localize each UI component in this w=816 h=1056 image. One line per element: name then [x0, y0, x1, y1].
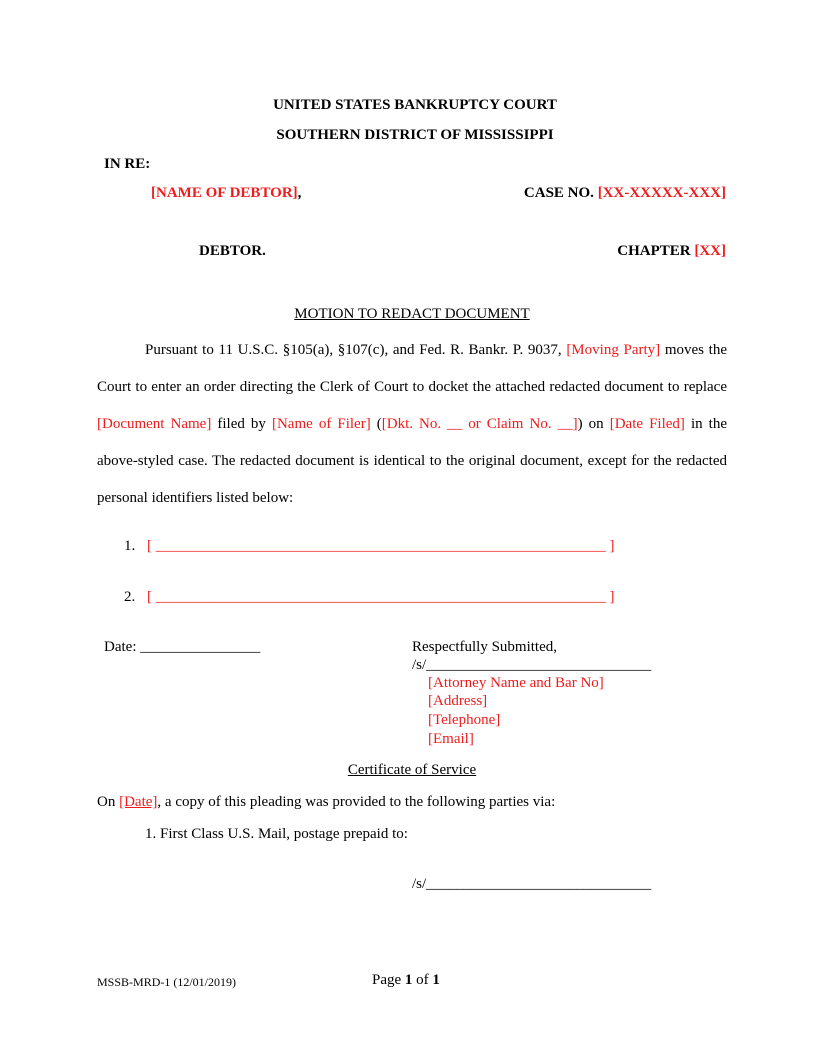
- motion-text: in the above-styled case. The redacted document is identical to the original document, except for the redacted personal identifiers listed below:: [97, 416, 727, 506]
- respectfully-submitted: Respectfully Submitted,: [412, 639, 557, 655]
- motion-text: Pursuant to 11 U.S.C. §105(a), §107(c), and Fed. R. Bankr. P. 9037,: [145, 342, 567, 358]
- chapter-placeholder[interactable]: [XX]: [694, 243, 726, 259]
- signature-line[interactable]: /s/______________________________: [412, 657, 652, 673]
- debtor-label: DEBTOR.: [199, 243, 266, 259]
- page-number: 1: [404, 972, 413, 988]
- moving-party-placeholder[interactable]: [Moving Party]: [566, 342, 661, 358]
- certificate-text: [97, 794, 555, 811]
- identifier-placeholder[interactable]: [ ____________________________________________________________ ]: [147, 538, 615, 554]
- motion-text: filed by: [211, 416, 272, 432]
- filer-name-placeholder[interactable]: [Name of Filer]: [271, 416, 371, 432]
- identifier-placeholder[interactable]: [ ____________________________________________________________ ]: [147, 589, 615, 605]
- service-method-item: 1. First Class U.S. Mail, postage prepaid to:: [145, 826, 408, 842]
- date-filed-placeholder[interactable]: [Date Filed]: [609, 416, 685, 432]
- page-indicator: [372, 972, 440, 989]
- of-word: of: [412, 972, 433, 988]
- court-district: SOUTHERN DISTRICT OF MISSISSIPPI: [276, 127, 554, 143]
- docket-number-placeholder[interactable]: [Dkt. No. __ or Claim No. __]: [381, 416, 578, 432]
- debtor-name-line: [151, 185, 301, 202]
- address-placeholder[interactable]: [Address]: [428, 693, 488, 709]
- certificate-signature-line[interactable]: /s/______________________________: [412, 876, 652, 892]
- chapter-line: [617, 243, 726, 260]
- date-field[interactable]: Date: ________________: [104, 639, 261, 655]
- identifier-number: 1.: [124, 538, 136, 554]
- motion-text: ) on: [577, 416, 610, 432]
- certificate-title: Certificate of Service: [347, 762, 477, 778]
- in-re-label: IN RE:: [104, 156, 151, 172]
- case-number-label: CASE NO.: [523, 185, 598, 201]
- motion-text: (: [370, 416, 382, 432]
- attorney-placeholder[interactable]: [Attorney Name and Bar No]: [428, 675, 604, 691]
- motion-body: [97, 332, 727, 517]
- case-number-line: [524, 185, 726, 202]
- motion-text: moves the Court to enter an order directing the Clerk of Court to docket the attached redacted document to replace: [97, 342, 727, 395]
- page-word: Page: [372, 972, 405, 988]
- case-number-placeholder[interactable]: [XX-XXXXX-XXX]: [597, 185, 726, 201]
- chapter-label: CHAPTER: [617, 243, 695, 259]
- certificate-rest: , a copy of this pleading was provided to the following parties via:: [157, 794, 556, 810]
- certificate-date-placeholder[interactable]: [Date]: [119, 794, 158, 810]
- email-placeholder[interactable]: [Email]: [428, 731, 474, 747]
- debtor-name-suffix: ,: [297, 185, 302, 201]
- form-id: MSSB-MRD-1 (12/01/2019): [97, 975, 237, 989]
- court-name: UNITED STATES BANKRUPTCY COURT: [273, 97, 557, 113]
- page-total: 1: [432, 972, 440, 988]
- motion-title: MOTION TO REDACT DOCUMENT: [294, 306, 530, 322]
- telephone-placeholder[interactable]: [Telephone]: [428, 712, 501, 728]
- document-name-placeholder[interactable]: [Document Name]: [97, 416, 212, 432]
- debtor-name-placeholder[interactable]: [NAME OF DEBTOR]: [151, 185, 298, 201]
- identifier-number: 2.: [124, 589, 136, 605]
- certificate-on: On: [97, 794, 120, 810]
